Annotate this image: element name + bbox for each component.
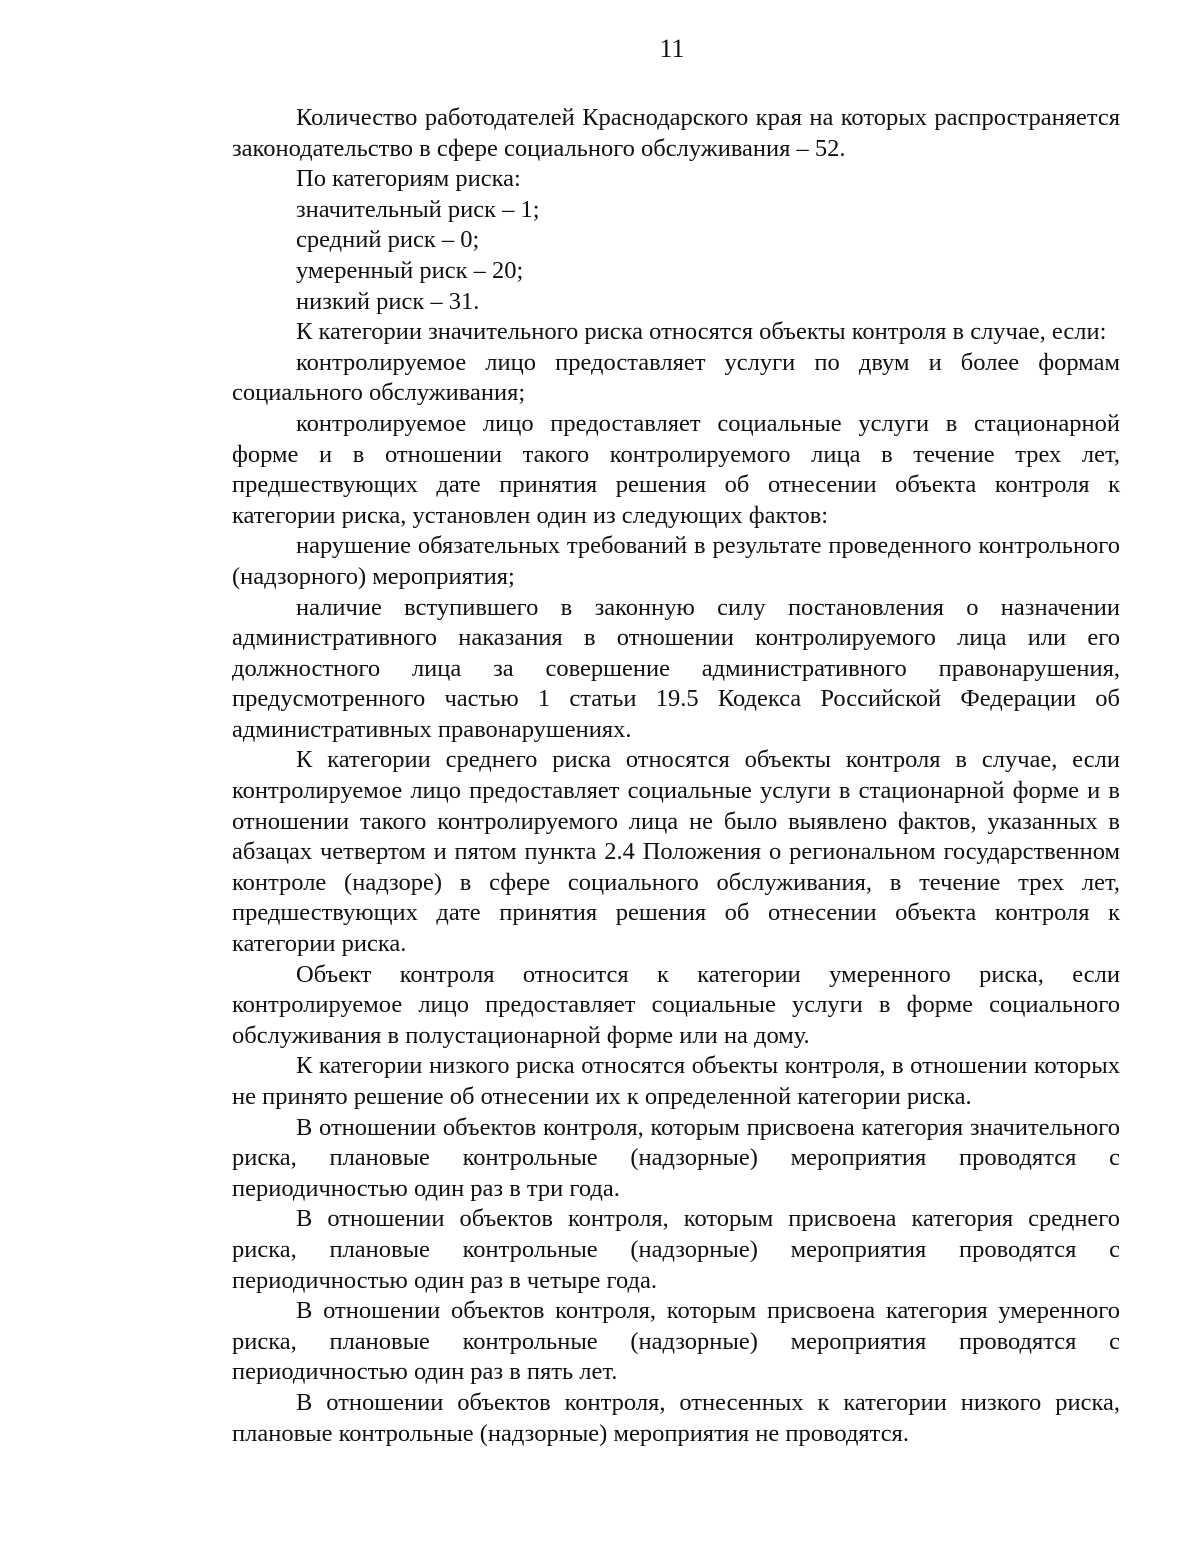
- document-body: [232, 103, 1120, 1449]
- paragraph: В отношении объектов контроля, отнесенных к категории низкого риска, плановые контрольные (надзорные) мероприятия не проводятся.: [232, 1388, 1120, 1447]
- paragraph: К категории низкого риска относятся объекты контроля, в отношении которых не принято решение об отнесении их к определенной категории риска.: [232, 1052, 1120, 1110]
- paragraph: К категории среднего риска относятся объекты контроля в случае, если контролируемое лицо предоставляет социальные услуги в стационарной форме и в отношении такого контролируемого лица не было выявлено фактов, указанных в абзацах четвертом и пятом пункта 2.4 Положения о региональном государственном контроле (надзоре) в сфере социального обслуживания, в течение трех лет, предшествующих дате принятия решения об отнесении объекта контроля к категории риска.: [232, 746, 1120, 958]
- list-item: средний риск – 0;: [296, 226, 480, 254]
- paragraph: контролируемое лицо предоставляет услуги по двум и более формам социального обслуживания;: [232, 348, 1120, 407]
- list-item: умеренный риск – 20;: [296, 256, 524, 284]
- paragraph: В отношении объектов контроля, которым присвоена категория среднего риска, плановые контрольные (надзорные) мероприятия проводятся с периодичностью один раз в четыре года.: [232, 1205, 1120, 1294]
- paragraph: В отношении объектов контроля, которым присвоена категория умеренного риска, плановые контрольные (надзорные) мероприятия проводятся с периодичностью один раз в пять лет.: [232, 1297, 1120, 1386]
- page-number: 11: [659, 34, 685, 63]
- paragraph: Количество работодателей Краснодарского края на которых распространяется законодательство в сфере социального обслуживания – 52.: [232, 104, 1120, 162]
- paragraph: В отношении объектов контроля, которым присвоена категория значительного риска, плановые контрольные (надзорные) мероприятия проводятся с периодичностью один раз в три года.: [232, 1113, 1120, 1202]
- paragraph: К категории значительного риска относятся объекты контроля в случае, если:: [296, 318, 1107, 346]
- list-item: низкий риск – 31.: [296, 287, 480, 315]
- paragraph: По категориям риска:: [296, 165, 521, 193]
- paragraph: нарушение обязательных требований в результате проведенного контрольного (надзорного) мероприятия;: [232, 532, 1120, 590]
- list-item: значительный риск – 1;: [296, 195, 540, 223]
- paragraph: Объект контроля относится к категории умеренного риска, если контролируемое лицо предоставляет социальные услуги в форме социального обслуживания в полустационарной форме или на дому.: [232, 960, 1120, 1049]
- paragraph: контролируемое лицо предоставляет социальные услуги в стационарной форме и в отношении такого контролируемого лица в течение трех лет, предшествующих дате принятия решения об отнесении объекта контроля к категории риска, установлен один из следующих фактов:: [232, 409, 1120, 529]
- paragraph: наличие вступившего в законную силу постановления о назначении административного наказания в отношении контролируемого лица или его должностного лица за совершение административного правонарушения, предусмотренного частью 1 статьи 19.5 Кодекса Российской Федерации об административных правонарушениях.: [232, 593, 1120, 743]
